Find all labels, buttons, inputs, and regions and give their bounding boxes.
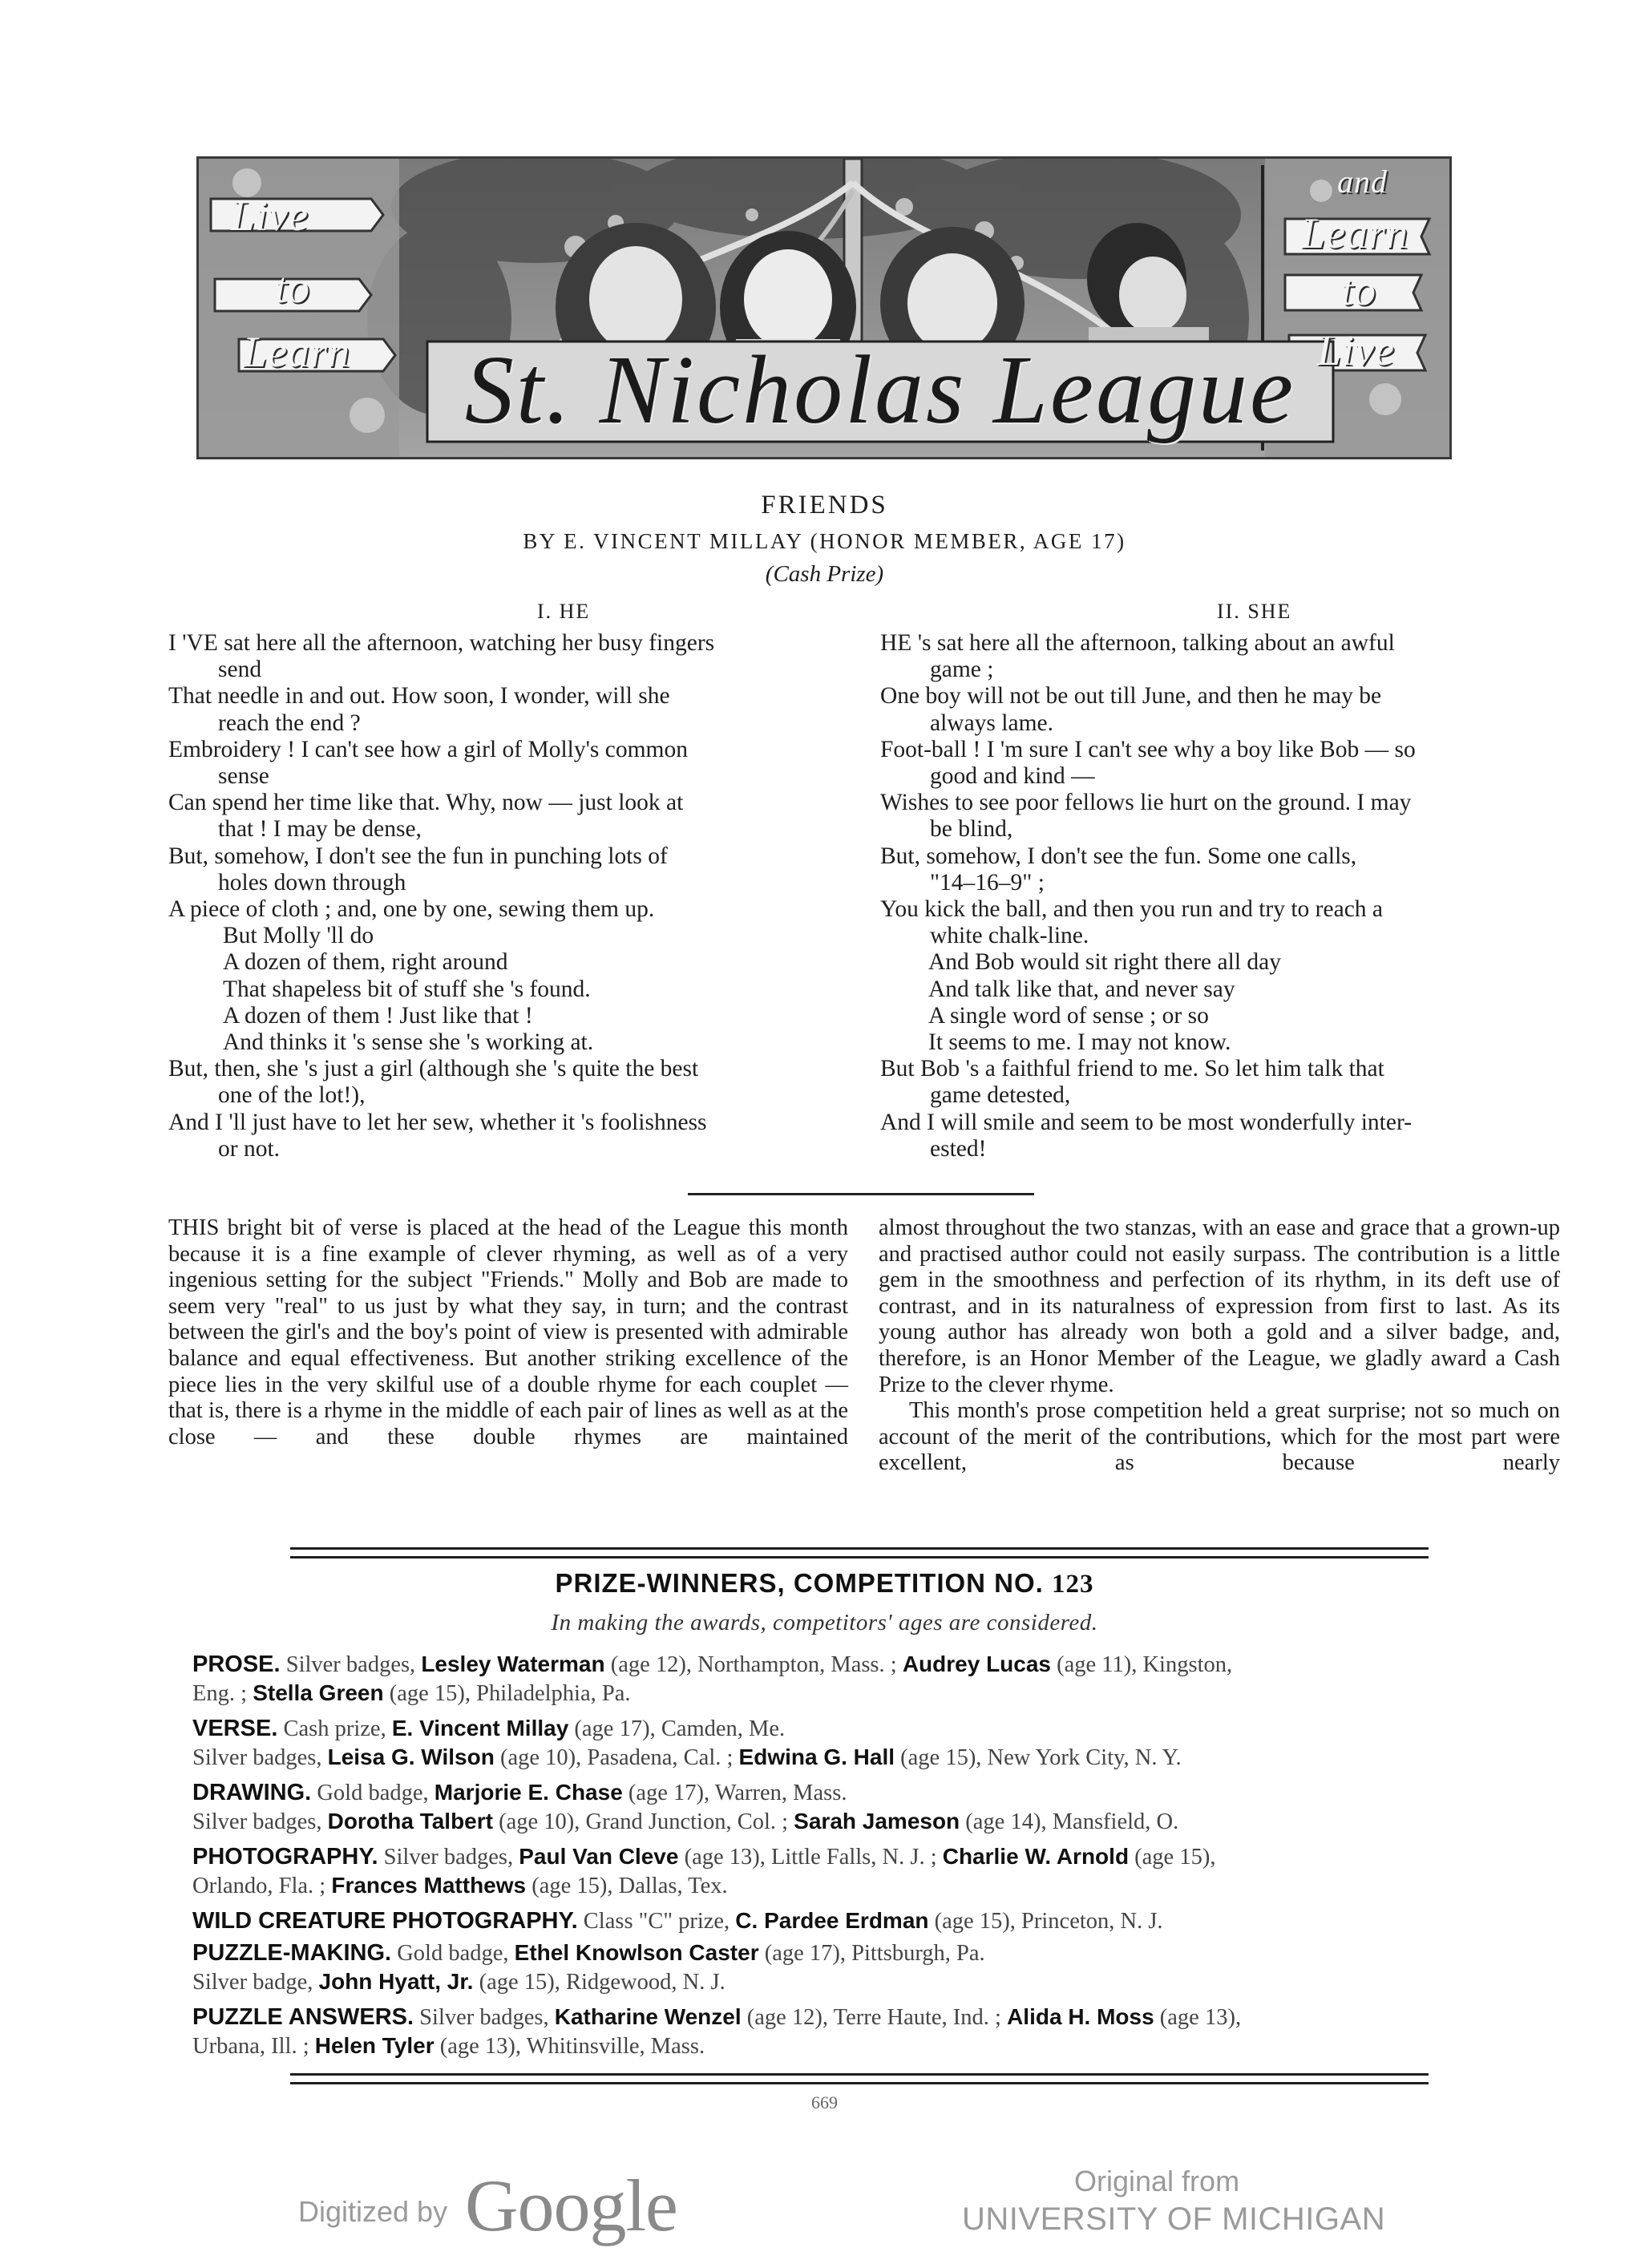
poem-line: A piece of cloth ; and, one by one, sewing them up. xyxy=(168,896,655,923)
prize-entry-prose xyxy=(192,1650,1565,1708)
prize-entry-drawing xyxy=(192,1778,1565,1836)
commentary-paragraph xyxy=(168,1215,848,1450)
poem-line: And talk like that, and never say xyxy=(928,976,1235,1002)
poem-line: You kick the ball, and then you run and try to reach a xyxy=(880,896,1384,923)
prize-entry-photography xyxy=(192,1842,1565,1900)
prize-text: (age 17), Warren, Mass. xyxy=(622,1781,847,1805)
prize-text: Class "C" prize, xyxy=(577,1909,736,1934)
prize-text: Eng. ; xyxy=(192,1681,253,1706)
prize-text: (age 17), Camden, Me. xyxy=(568,1716,786,1741)
prize-text: (age 10), Pasadena, Cal. ; xyxy=(494,1745,739,1770)
prize-category: DRAWING. xyxy=(192,1780,312,1805)
prize-entry-verse xyxy=(192,1714,1565,1772)
double-rule xyxy=(290,2073,1429,2084)
poem-award: (Cash Prize) xyxy=(765,561,884,587)
scroll-word-live: Live xyxy=(231,192,309,240)
poem-line: And Bob would sit right there all day xyxy=(928,949,1281,976)
winner-name: C. Pardee Erdman xyxy=(735,1908,929,1933)
poem-line: It seems to me. I may not know. xyxy=(928,1029,1231,1056)
prize-category: PUZZLE ANSWERS. xyxy=(192,2004,414,2030)
winner-name: Sarah Jameson xyxy=(794,1809,960,1833)
prize-note: In making the awards, competitors' ages are considered. xyxy=(551,1610,1098,1635)
prize-text: (age 14), Mansfield, O. xyxy=(960,1809,1179,1834)
prize-text: (age 15), Dallas, Tex. xyxy=(526,1874,728,1898)
poem-part-heading: I. HE xyxy=(537,600,591,623)
scroll-word-to: to xyxy=(275,264,311,312)
poem-line: And I will smile and seem to be most wonderfully inter- xyxy=(880,1109,1413,1135)
prize-text: (age 15), New York City, N. Y. xyxy=(895,1745,1182,1770)
poem-line: or not. xyxy=(218,1135,281,1162)
prize-text: (age 13), xyxy=(1154,2005,1242,2030)
poem-line: send xyxy=(218,657,262,683)
poem-line: Can spend her time like that. Why, now — just look at xyxy=(168,790,684,816)
prize-text: Silver badges, xyxy=(378,1845,519,1870)
poem-line: be blind, xyxy=(930,816,1013,843)
poem-line: game ; xyxy=(930,657,994,683)
prize-text: (age 15), Ridgewood, N. J. xyxy=(473,1970,725,1995)
prize-text: (age 13), Whitinsville, Mass. xyxy=(434,2034,705,2059)
drop-word: THIS xyxy=(168,1215,220,1240)
winner-name: John Hyatt, Jr. xyxy=(318,1969,474,1994)
winner-name: Dorotha Talbert xyxy=(327,1809,493,1833)
winner-name: Edwina G. Hall xyxy=(738,1744,895,1769)
poem-line: HE 's sat here all the afternoon, talking about an awful xyxy=(880,630,1395,656)
prize-text: Gold badge, xyxy=(391,1941,515,1966)
poem-line: But, then, she 's just a girl (although she 's quite the best xyxy=(168,1056,699,1082)
page-number: 669 xyxy=(811,2092,838,2112)
prize-category: WILD CREATURE PHOTOGRAPHY. xyxy=(192,1908,578,1934)
prize-text: Urbana, Ill. ; xyxy=(192,2034,315,2059)
poem-line: white chalk-line. xyxy=(930,923,1089,949)
winner-name: Charlie W. Arnold xyxy=(942,1844,1130,1869)
poem-column-he xyxy=(168,630,858,1162)
prize-category: PUZZLE-MAKING. xyxy=(192,1940,392,1966)
prize-text: (age 13), Little Falls, N. J. ; xyxy=(678,1845,943,1870)
poem-line: But Molly 'll do xyxy=(223,923,374,949)
prize-text: Silver badges, xyxy=(192,1745,328,1770)
prize-text: (age 10), Grand Junction, Col. ; xyxy=(492,1809,794,1834)
prize-text: (age 12), Terre Haute, Ind. ; xyxy=(741,2005,1008,2030)
commentary-right-column xyxy=(879,1215,1560,1477)
poem-line: I 'VE sat here all the afternoon, watching her busy fingers xyxy=(168,630,715,656)
winner-name: Audrey Lucas xyxy=(902,1651,1051,1676)
prize-text: (age 12), Northampton, Mass. ; xyxy=(604,1652,903,1677)
poem-byline: BY E. VINCENT MILLAY (HONOR MEMBER, AGE 17) xyxy=(523,529,1126,553)
prize-text: (age 15), xyxy=(1129,1845,1216,1870)
prize-text: (age 11), Kingston, xyxy=(1051,1652,1233,1677)
prize-text: Cash prize, xyxy=(277,1716,392,1741)
poem-line: Wishes to see poor fellows lie hurt on the ground. I may xyxy=(880,790,1412,816)
winner-name: Alida H. Moss xyxy=(1007,2004,1154,2029)
poem-line: "14–16–9" ; xyxy=(930,869,1045,895)
poem-title: FRIENDS xyxy=(761,491,888,519)
prize-entry-puzzle-answers xyxy=(192,2003,1565,2060)
commentary-text: bright bit of verse is placed at the head of the League this month because it is a fine example of clever rhyming, as well as of a very ingenious setting for the subject "Friends." Molly and Bob are made to seem very "real" to us just by what they say, in turn; and the contrast between the girl's and the boy's point of view is presented with admirable balance and equal effectiveness. But another striking excellence of the piece lies in the very skilful use of a double rhyme for each couplet — that is, there is a rhyme in the middle of each pair of lines as well as at the close — and these double rhymes are maintained xyxy=(168,1215,848,1449)
poem-line: holes down through xyxy=(218,869,406,895)
winner-name: Lesley Waterman xyxy=(421,1651,605,1676)
commentary-paragraph: almost throughout the two stanzas, with an ease and grace that a grown-up and practised author could not easily surpass. The contribution is a little gem in the smoothness and perfection of its rhythm, in its deft use of contrast, and in its naturalness of expression from first to last. As its young author has already won both a gold and a silver badge, and, therefore, is an Honor Member of the League, we gladly award a Cash Prize to the clever rhyme. xyxy=(879,1215,1560,1397)
scroll-word-live-right: Live xyxy=(1317,326,1395,374)
poem-line: good and kind — xyxy=(930,763,1095,790)
winner-name: E. Vincent Millay xyxy=(391,1716,569,1740)
prize-text: (age 15), Princeton, N. J. xyxy=(928,1909,1163,1934)
poem-part-heading: II. SHE xyxy=(1217,600,1292,623)
winner-name: Helen Tyler xyxy=(314,2033,434,2058)
winner-name: Katharine Wenzel xyxy=(554,2004,742,2029)
prize-text: (age 15), Philadelphia, Pa. xyxy=(383,1681,631,1706)
winner-name: Leisa G. Wilson xyxy=(327,1744,495,1769)
competition-number: 123 xyxy=(1052,1570,1094,1599)
prize-text: Gold badge, xyxy=(311,1781,434,1805)
poem-line: But, somehow, I don't see the fun in punching lots of xyxy=(168,843,668,869)
university-label: UNIVERSITY OF MICHIGAN xyxy=(962,2201,1386,2237)
poem-line: That needle in and out. How soon, I wonder, will she xyxy=(168,683,670,710)
poem-line: game detested, xyxy=(930,1082,1071,1109)
winner-name: Stella Green xyxy=(253,1680,384,1705)
double-rule xyxy=(290,1547,1429,1558)
prize-text: Orlando, Fla. ; xyxy=(192,1874,332,1898)
poem-line: that ! I may be dense, xyxy=(218,816,422,843)
poem-column-she xyxy=(880,630,1570,1162)
poem-line: A dozen of them, right around xyxy=(223,949,508,976)
prize-entry-puzzle-making xyxy=(192,1939,1565,1996)
prize-text: Silver badges, xyxy=(280,1652,422,1677)
commentary-left-column xyxy=(168,1215,848,1450)
prize-text: Silver badges, xyxy=(192,1809,328,1834)
scroll-word-to-right: to xyxy=(1341,266,1377,314)
digitized-by-label: Digitized by xyxy=(298,2195,448,2228)
prize-text: Silver badges, xyxy=(414,2005,555,2030)
google-logo: Google xyxy=(465,2165,677,2246)
poem-line: But Bob 's a faithful friend to me. So let him talk that xyxy=(880,1056,1384,1082)
league-banner xyxy=(196,156,1452,459)
winner-name: Frances Matthews xyxy=(331,1873,527,1898)
prize-text: (age 17), Pittsburgh, Pa. xyxy=(758,1941,985,1966)
poem-line: one of the lot!), xyxy=(218,1082,366,1109)
poem-line: Embroidery ! I can't see how a girl of Molly's common xyxy=(168,736,689,762)
winner-name: Paul Van Cleve xyxy=(519,1844,679,1869)
section-divider xyxy=(688,1193,1034,1195)
prize-winners-title xyxy=(0,1568,1649,1599)
poem-line: reach the end ? xyxy=(218,710,361,736)
prize-category: VERSE. xyxy=(192,1716,278,1741)
scroll-word-and: and xyxy=(1337,164,1388,200)
poem-line: ested! xyxy=(930,1135,987,1162)
prize-text: Silver badge, xyxy=(192,1970,319,1995)
poem-line: And thinks it 's sense she 's working at. xyxy=(223,1029,594,1056)
poem-line: Foot-ball ! I 'm sure I can't see why a boy like Bob — so xyxy=(880,736,1416,762)
scroll-word-learn: Learn xyxy=(243,328,351,376)
prize-category: PHOTOGRAPHY. xyxy=(192,1844,378,1870)
league-title: St. Nicholas League xyxy=(464,336,1296,444)
prize-category: PROSE. xyxy=(192,1651,281,1677)
prize-entry-wild-creature-photography xyxy=(192,1906,1565,1935)
scroll-word-learn-right: Learn xyxy=(1301,209,1409,257)
poem-line: That shapeless bit of stuff she 's found. xyxy=(223,976,591,1002)
poem-line: A single word of sense ; or so xyxy=(928,1002,1209,1029)
original-from-label: Original from xyxy=(1074,2165,1240,2197)
winner-name: Ethel Knowlson Caster xyxy=(514,1940,759,1965)
commentary-paragraph: This month's prose competition held a great surprise; not so much on account of the merit of the contributions, which for the most part were excellent, as because nearly xyxy=(879,1398,1560,1476)
poem-line: One boy will not be out till June, and then he may be xyxy=(880,683,1382,710)
poem-line: And I 'll just have to let her sew, whether it 's foolishness xyxy=(168,1109,707,1135)
poem-line: always lame. xyxy=(930,710,1053,736)
winner-name: Marjorie E. Chase xyxy=(434,1780,623,1805)
poem-line: A dozen of them ! Just like that ! xyxy=(223,1002,533,1029)
poem-line: sense xyxy=(218,763,269,790)
poem-line: But, somehow, I don't see the fun. Some one calls, xyxy=(880,843,1357,869)
prize-title-text: PRIZE-WINNERS, COMPETITION NO. xyxy=(555,1568,1044,1598)
